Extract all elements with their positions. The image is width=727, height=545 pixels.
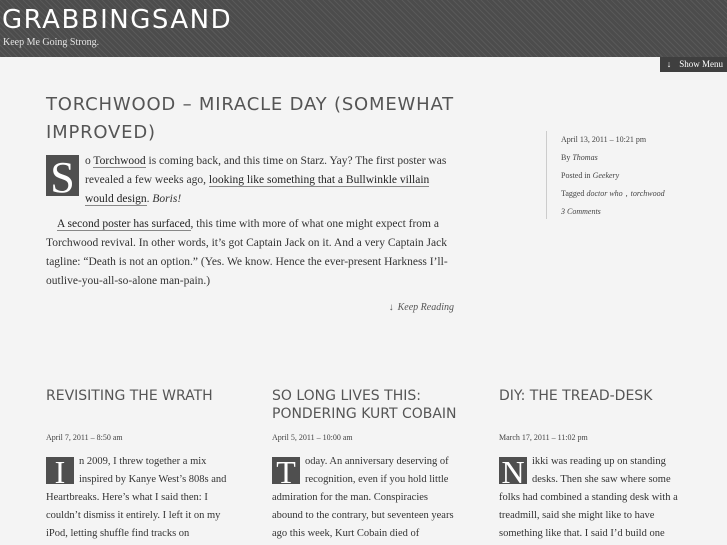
down-arrow-icon: ↓ bbox=[666, 59, 672, 69]
paragraph-text: o bbox=[85, 155, 94, 167]
post-meta bbox=[546, 131, 721, 219]
tagged-label: Tagged bbox=[561, 189, 585, 198]
paragraph-text: . bbox=[146, 193, 153, 205]
excerpt-text: ikki was reading up on standing desks. Then she saw where some folks had combined a standing desk with a treadmill, said she might like to have something like that. I said I’d build one bbox=[499, 456, 678, 539]
post-card-excerpt bbox=[499, 453, 684, 543]
tag-separator: , bbox=[625, 189, 628, 198]
dropcap: T bbox=[272, 457, 300, 484]
dropcap: S bbox=[46, 155, 79, 196]
dropcap: N bbox=[499, 457, 527, 484]
post-card-date: March 17, 2011 – 11:02 pm bbox=[499, 433, 588, 442]
post-card bbox=[272, 387, 472, 539]
post-category-line bbox=[561, 167, 721, 185]
dropcap: I bbox=[46, 457, 74, 484]
post-card-excerpt bbox=[272, 453, 457, 543]
post-card-title[interactable]: DIY: THE TREAD-DESK bbox=[499, 388, 653, 404]
site-header bbox=[0, 0, 727, 57]
featured-paragraph-1 bbox=[46, 152, 456, 209]
comments-label: 3 Comments bbox=[561, 207, 601, 216]
bullwinkle-link[interactable]: looking like something that a Bullwinkle villain would design bbox=[85, 174, 430, 205]
site-tagline: Keep Me Going Strong. bbox=[3, 37, 100, 48]
post-author-line bbox=[561, 149, 721, 167]
featured-post-title[interactable]: TORCHWOOD – MIRACLE DAY (SOMEWHAT IMPROVED) bbox=[46, 94, 454, 143]
post-tags-line bbox=[561, 185, 721, 203]
paragraph-text: , this time with more of what one might expect from a Torchwood revival. In other words, it’s got Captain Jack on it. And a very Captain Jack tagline: “Death is not an option.” (Yes. We know. Hence the ever-present Harkness I’ll-outlive-you-all-so-alone man-pain.) bbox=[46, 218, 448, 287]
by-label: By bbox=[561, 153, 571, 162]
post-card-date: April 7, 2011 – 8:50 am bbox=[46, 433, 123, 442]
comments-link[interactable] bbox=[561, 203, 721, 221]
post-card-title[interactable]: SO LONG LIVES THIS: PONDERING KURT COBAIN bbox=[272, 388, 457, 422]
featured-paragraph-2 bbox=[46, 215, 456, 291]
down-arrow-icon: ↓ bbox=[388, 302, 394, 313]
post-card bbox=[499, 387, 699, 539]
torchwood-link[interactable]: Torchwood bbox=[93, 155, 146, 167]
site-title[interactable]: GRABBINGSAND bbox=[2, 5, 233, 35]
show-menu-button[interactable] bbox=[660, 57, 727, 72]
post-card-excerpt bbox=[46, 453, 231, 543]
tag-torchwood-link[interactable]: torchwood bbox=[630, 189, 665, 198]
excerpt-text: oday. An anniversary deserving of recognition, even if you hold little admiration for the man. Conspiracies abound to the contrary, but seventeen years ago this week, Kurt Cobain died of bbox=[272, 456, 454, 539]
featured-post-body bbox=[46, 152, 456, 297]
posted-in-label: Posted in bbox=[561, 171, 591, 180]
keep-reading-label: Keep Reading bbox=[397, 302, 454, 313]
paragraph-text: is coming back, and this time on Starz. Yay? The first poster was revealed a few weeks ago, bbox=[85, 155, 447, 186]
post-card bbox=[46, 387, 246, 539]
second-poster-link[interactable]: A second poster has surfaced bbox=[57, 218, 191, 230]
keep-reading-link[interactable] bbox=[46, 302, 454, 313]
category-link[interactable]: Geekery bbox=[592, 171, 620, 180]
excerpt-text: n 2009, I threw together a mix inspired by Kanye West’s 808s and Heartbreaks. Here’s what I said then: I couldn’t dismiss it entirely. I left it on my iPod, letting shuffle find tracks on bbox=[46, 456, 227, 539]
author-link[interactable]: Thomas bbox=[572, 153, 598, 162]
post-date: April 13, 2011 – 10:21 pm bbox=[561, 135, 647, 144]
tag-doctor-who-link[interactable]: doctor who bbox=[586, 189, 623, 198]
post-card-date: April 5, 2011 – 10:00 am bbox=[272, 433, 353, 442]
menu-bar bbox=[0, 57, 727, 72]
show-menu-label: Show Menu bbox=[679, 59, 723, 69]
post-card-title[interactable]: REVISITING THE WRATH bbox=[46, 388, 213, 404]
emphasis-text: Boris! bbox=[152, 193, 182, 205]
